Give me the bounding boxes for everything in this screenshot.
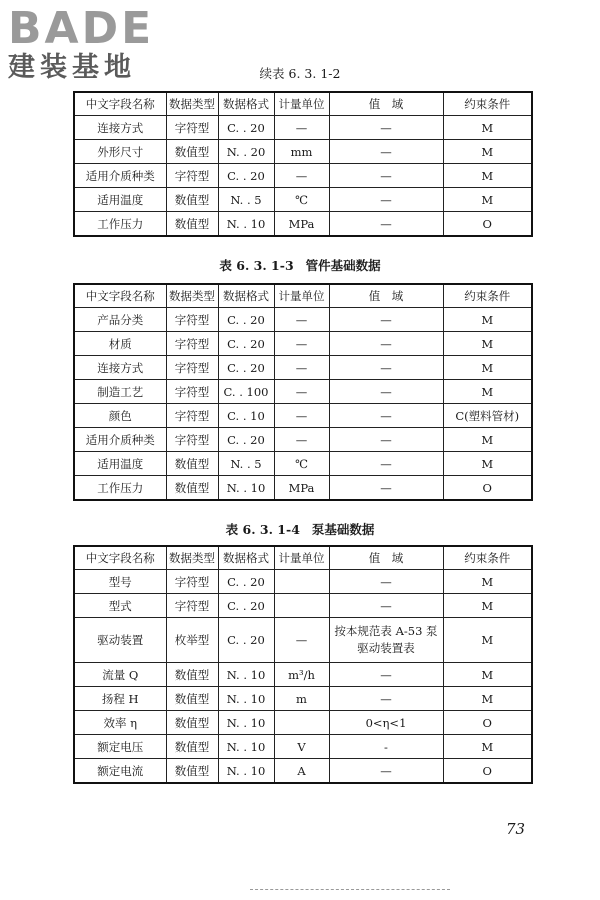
caption-title: 管件基础数据: [305, 258, 381, 273]
header-value-domain: 值 域: [329, 546, 443, 570]
cell-value-domain: —: [329, 687, 443, 711]
header-unit: 计量单位: [274, 546, 329, 570]
table-row: [74, 476, 532, 501]
cell-constraint: M: [443, 332, 532, 356]
caption-number: 表 6. 3. 1-4: [225, 522, 300, 537]
bottom-rule: [250, 889, 450, 890]
cell-value-domain: —: [329, 356, 443, 380]
header-data-format: 数据格式: [218, 284, 274, 308]
header-data-format: 数据格式: [218, 92, 274, 116]
table-row: [74, 711, 532, 735]
logo-wordmark: BADE: [8, 3, 155, 54]
cell-unit: —: [274, 356, 329, 380]
cell-data-type: 数值型: [166, 759, 218, 784]
cell-data-format: N. . 10: [218, 663, 274, 687]
cell-field-name: 适用温度: [74, 188, 166, 212]
cell-value-domain: —: [329, 570, 443, 594]
header-data-type: 数据类型: [166, 284, 218, 308]
cell-data-type: 字符型: [166, 404, 218, 428]
cell-field-name: 颜色: [74, 404, 166, 428]
cell-field-name: 制造工艺: [74, 380, 166, 404]
cell-value-domain: —: [329, 212, 443, 237]
header-constraint: 约束条件: [443, 92, 532, 116]
cell-unit: [274, 570, 329, 594]
cell-constraint: O: [443, 759, 532, 784]
header-data-type: 数据类型: [166, 92, 218, 116]
table-row: [74, 759, 532, 784]
pump-table-caption: [0, 522, 600, 538]
cell-data-type: 字符型: [166, 428, 218, 452]
cell-unit: ℃: [274, 452, 329, 476]
cell-data-format: N. . 20: [218, 140, 274, 164]
cell-data-format: N. . 10: [218, 759, 274, 784]
table-header-row: [74, 546, 532, 570]
cell-unit: —: [274, 332, 329, 356]
cell-field-name: 额定电压: [74, 735, 166, 759]
cell-data-type: 字符型: [166, 332, 218, 356]
cell-unit: MPa: [274, 212, 329, 237]
cell-unit: —: [274, 116, 329, 140]
cell-data-format: C. . 20: [218, 570, 274, 594]
cell-field-name: 连接方式: [74, 116, 166, 140]
cell-field-name: 产品分类: [74, 308, 166, 332]
header-value-domain: 值 域: [329, 284, 443, 308]
cell-value-domain: —: [329, 332, 443, 356]
cell-data-type: 数值型: [166, 212, 218, 237]
cell-field-name: 工作压力: [74, 212, 166, 237]
cell-value-domain: 0<η<1: [329, 711, 443, 735]
cell-constraint: M: [443, 570, 532, 594]
table-header-row: [74, 92, 532, 116]
table-row: [74, 188, 532, 212]
table-row: [74, 663, 532, 687]
cell-data-format: N. . 10: [218, 735, 274, 759]
cell-field-name: 适用介质种类: [74, 428, 166, 452]
cell-unit: mm: [274, 140, 329, 164]
cell-constraint: O: [443, 212, 532, 237]
header-unit: 计量单位: [274, 92, 329, 116]
cell-data-type: 字符型: [166, 570, 218, 594]
cell-data-type: 数值型: [166, 188, 218, 212]
cell-value-domain: 按本规范表 A-53 泵驱动装置表: [329, 618, 443, 663]
pipe-fitting-table-caption: [0, 258, 600, 274]
cell-field-name: 型号: [74, 570, 166, 594]
cell-data-type: 数值型: [166, 452, 218, 476]
cell-unit: [274, 711, 329, 735]
cell-data-format: C. . 20: [218, 116, 274, 140]
cell-field-name: 效率 η: [74, 711, 166, 735]
cell-data-format: C. . 20: [218, 594, 274, 618]
cell-constraint: M: [443, 452, 532, 476]
cell-field-name: 材质: [74, 332, 166, 356]
cell-data-type: 字符型: [166, 308, 218, 332]
table-row: [74, 356, 532, 380]
cell-field-name: 适用温度: [74, 452, 166, 476]
cell-data-type: 字符型: [166, 164, 218, 188]
cell-data-format: C. . 10: [218, 404, 274, 428]
cell-data-type: 枚举型: [166, 618, 218, 663]
cell-value-domain: —: [329, 476, 443, 501]
table-caption-continued: 续表 6. 3. 1-2: [259, 66, 341, 81]
cell-unit: m: [274, 687, 329, 711]
header-constraint: 约束条件: [443, 284, 532, 308]
cell-data-format: N. . 10: [218, 711, 274, 735]
cell-constraint: M: [443, 380, 532, 404]
cell-unit: A: [274, 759, 329, 784]
cell-data-type: 数值型: [166, 663, 218, 687]
cell-constraint: M: [443, 687, 532, 711]
header-data-format: 数据格式: [218, 546, 274, 570]
table-row: [74, 594, 532, 618]
cell-field-name: 型式: [74, 594, 166, 618]
table-row: [74, 140, 532, 164]
logo-subtitle: 建装基地: [8, 52, 136, 83]
cell-unit: —: [274, 618, 329, 663]
cell-data-type: 数值型: [166, 735, 218, 759]
cell-constraint: O: [443, 476, 532, 501]
cell-field-name: 扬程 H: [74, 687, 166, 711]
cell-data-type: 字符型: [166, 594, 218, 618]
cell-unit: —: [274, 428, 329, 452]
cell-data-format: C. . 20: [218, 428, 274, 452]
cell-constraint: M: [443, 140, 532, 164]
header-data-type: 数据类型: [166, 546, 218, 570]
table-row: [74, 116, 532, 140]
cell-constraint: M: [443, 116, 532, 140]
page-number: 73: [506, 820, 526, 838]
cell-value-domain: —: [329, 140, 443, 164]
cell-data-format: C. . 20: [218, 332, 274, 356]
table-row: [74, 212, 532, 237]
cell-data-format: C. . 20: [218, 356, 274, 380]
cell-data-format: N. . 10: [218, 212, 274, 237]
cell-constraint: M: [443, 308, 532, 332]
table-row: [74, 404, 532, 428]
cell-value-domain: —: [329, 164, 443, 188]
cell-field-name: 额定电流: [74, 759, 166, 784]
cell-value-domain: —: [329, 663, 443, 687]
cell-data-type: 数值型: [166, 476, 218, 501]
cell-field-name: 连接方式: [74, 356, 166, 380]
cell-value-domain: —: [329, 308, 443, 332]
cell-unit: —: [274, 380, 329, 404]
caption-title: 泵基础数据: [311, 522, 375, 537]
header-constraint: 约束条件: [443, 546, 532, 570]
cell-unit: —: [274, 404, 329, 428]
cell-value-domain: —: [329, 380, 443, 404]
cell-unit: ℃: [274, 188, 329, 212]
header-field-name: 中文字段名称: [74, 92, 166, 116]
cell-field-name: 流量 Q: [74, 663, 166, 687]
cell-field-name: 驱动装置: [74, 618, 166, 663]
cell-unit: —: [274, 308, 329, 332]
cell-value-domain: —: [329, 404, 443, 428]
table-row: [74, 308, 532, 332]
cell-constraint: C(塑料管材): [443, 404, 532, 428]
cell-value-domain: —: [329, 759, 443, 784]
cell-data-format: N. . 10: [218, 687, 274, 711]
cell-field-name: 工作压力: [74, 476, 166, 501]
pump-table: [73, 545, 533, 784]
cell-field-name: 外形尺寸: [74, 140, 166, 164]
cell-unit: [274, 594, 329, 618]
caption-number: 表 6. 3. 1-3: [219, 258, 294, 273]
cell-value-domain: —: [329, 116, 443, 140]
cell-data-type: 数值型: [166, 711, 218, 735]
cell-data-format: C. . 100: [218, 380, 274, 404]
table-row: [74, 735, 532, 759]
header-field-name: 中文字段名称: [74, 546, 166, 570]
header-field-name: 中文字段名称: [74, 284, 166, 308]
cell-value-domain: —: [329, 594, 443, 618]
cell-constraint: O: [443, 711, 532, 735]
cell-value-domain: -: [329, 735, 443, 759]
cell-data-format: C. . 20: [218, 164, 274, 188]
cell-constraint: M: [443, 188, 532, 212]
cell-data-format: N. . 10: [218, 476, 274, 501]
cell-unit: V: [274, 735, 329, 759]
table-header-row: [74, 284, 532, 308]
pipe-fitting-table: [73, 283, 533, 501]
cell-unit: —: [274, 164, 329, 188]
table-row: [74, 428, 532, 452]
cell-constraint: M: [443, 735, 532, 759]
cell-constraint: M: [443, 594, 532, 618]
cell-data-type: 字符型: [166, 356, 218, 380]
cell-constraint: M: [443, 428, 532, 452]
table-row: [74, 452, 532, 476]
table-row: [74, 687, 532, 711]
table-row: [74, 570, 532, 594]
table-row: [74, 332, 532, 356]
cell-data-type: 数值型: [166, 687, 218, 711]
cell-data-type: 字符型: [166, 116, 218, 140]
cell-value-domain: —: [329, 188, 443, 212]
cell-data-format: C. . 20: [218, 308, 274, 332]
cell-data-format: N. . 5: [218, 452, 274, 476]
table-row: [74, 164, 532, 188]
header-unit: 计量单位: [274, 284, 329, 308]
cell-constraint: M: [443, 663, 532, 687]
cell-value-domain: —: [329, 452, 443, 476]
cell-constraint: M: [443, 356, 532, 380]
cell-constraint: M: [443, 618, 532, 663]
cell-unit: MPa: [274, 476, 329, 501]
continued-table: [73, 91, 533, 237]
table-row: [74, 380, 532, 404]
header-value-domain: 值 域: [329, 92, 443, 116]
cell-field-name: 适用介质种类: [74, 164, 166, 188]
cell-constraint: M: [443, 164, 532, 188]
cell-data-format: C. . 20: [218, 618, 274, 663]
table-row: [74, 618, 532, 663]
cell-unit: m³/h: [274, 663, 329, 687]
cell-value-domain: —: [329, 428, 443, 452]
cell-data-type: 数值型: [166, 140, 218, 164]
cell-data-format: N. . 5: [218, 188, 274, 212]
cell-data-type: 字符型: [166, 380, 218, 404]
